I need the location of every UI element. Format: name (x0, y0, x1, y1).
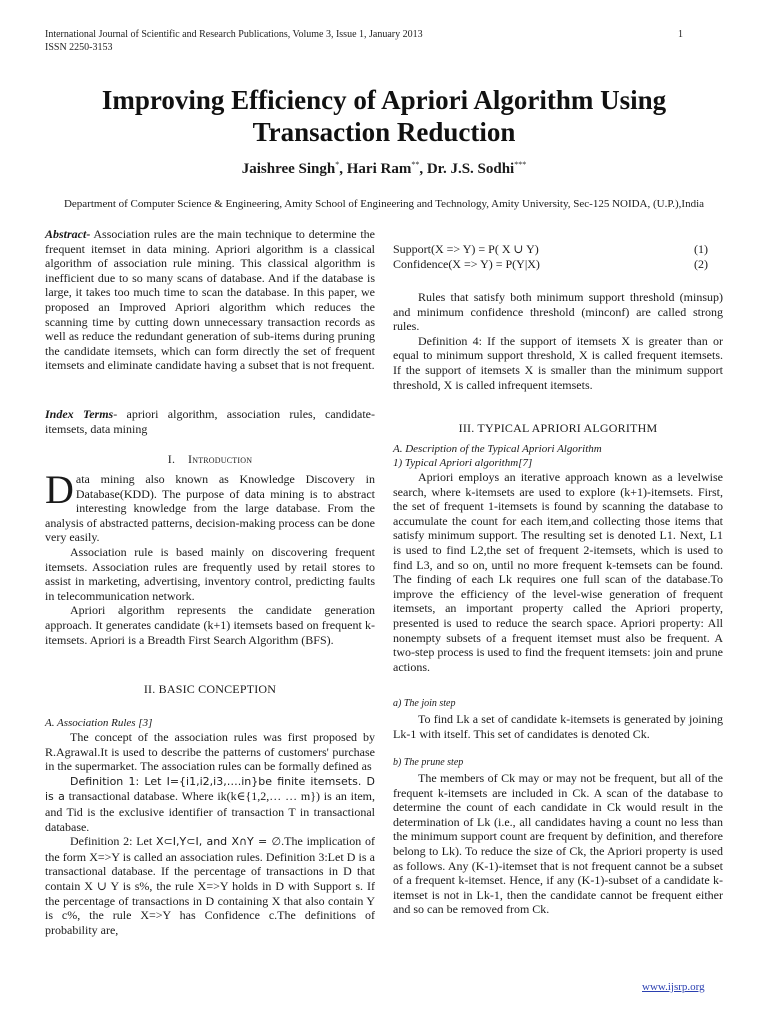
equation-2-number: (2) (694, 256, 708, 271)
strong-rules-paragraph: Rules that satisfy both minimum support threshold (minsup) and minimum confidence threshold (minconf) are called strong rules. (393, 290, 723, 334)
index-terms (45, 407, 375, 436)
equation-2 (393, 257, 708, 272)
left-column (45, 227, 375, 373)
author-mark: * (335, 160, 340, 169)
definition-4: Definition 4: If the support of itemsets X is greater than or equal to minimum support threshold, X is called frequent itemsets. If the support of itemsets X is smaller than the minimum support threshold, X is called infrequent itemsets. (393, 333, 723, 392)
abstract-label: Abstract- (45, 227, 91, 241)
intro-paragraph: Association rule is based mainly on discovering frequent itemsets. Association rules are frequently used by retail stores to assist in marketing, advertising, inventory control, predicting faults in telecommunication network. (45, 544, 375, 603)
abstract (45, 227, 375, 373)
definition-2-head: Definition 2: Let (70, 834, 157, 849)
join-step-paragraph: To find Lk a set of candidate k-itemsets is generated by joining Lk-1 with itself. This set of candidates is denoted Ck. (393, 712, 723, 741)
equation-1 (393, 242, 708, 257)
intro-paragraph: Apriori algorithm represents the candidate generation approach. It generates candidate (k+1) itemsets based on frequent k-itemsets. Apriori is a Breadth First Search Algorithm (BFS). (45, 603, 375, 647)
prune-step (393, 756, 723, 917)
intro-paragraph (45, 467, 375, 545)
prune-step-paragraph: The members of Ck may or may not be frequent, but all of the frequent k-itemsets are included in Ck. A scan of the database to determine the count of each candidate in Ck would result in the determination of Lk (i.e., all candidates having a count no less than the minimum support count are frequent by definition, and therefore belong to Lk). To reduce the size of Ck, the Apriori property is used as follows. Any (K-1)-itemset that is not frequent cannot be a subset of a frequent k-itemset. Hence, if any (K-1)-subset of a candidate k-itemset is not in Lk-1, then the candidate cannot be frequent either and so can be removed from Ck. (393, 771, 723, 917)
definition-2-text: .The implication of the form X=>Y is called an association rules. Definition 3:Let D is a transactional database. If the percentage of transactions in D that contain X ∪ Y is s%, the rule X=>Y holds in D with Support s. If the percentage of transactions in D containing X that also contain Y is c%, the rule X=>Y has Confidence c.The definitions of probability are, (45, 834, 376, 937)
subsection-heading: A. Description of the Typical Apriori Algorithm (393, 443, 602, 455)
apriori-heading: III. TYPICAL APRIORI ALGORITHM (458, 421, 658, 435)
join-step (393, 697, 723, 741)
journal-website-link[interactable]: www.ijsrp.org (642, 981, 705, 993)
drop-cap: D (45, 467, 74, 512)
equations (393, 242, 723, 271)
page-number: 1 (678, 29, 683, 40)
equation-1-text: Support(X => Y) = P( X ∪ Y) (393, 242, 539, 256)
intro-heading (45, 452, 375, 467)
definition-1-head: Definition 1: Let I={i1,i2,i3,….in}be finite itemsets. D is a (45, 774, 375, 804)
definition-1 (45, 774, 375, 834)
intro-text: ata mining also known as Knowledge Discovery in Database(KDD). The purpose of data mining is to abstract interesting knowledge from the large database. From the analysis of abstracted patterns, decision-making process can be done very easily. (45, 472, 375, 545)
author-mark: *** (514, 160, 527, 169)
join-step-heading: a) The join step (393, 698, 456, 709)
apriori-body (393, 442, 723, 674)
basic-body (45, 716, 375, 937)
author-mark: ** (411, 160, 420, 169)
equation-2-text: Confidence(X => Y) = P(Y|X) (393, 256, 540, 271)
prune-step-heading: b) The prune step (393, 757, 464, 768)
journal-line: International Journal of Scientific and Research Publications, Volume 3, Issue 1, January 2013 (45, 29, 423, 40)
basic-paragraph: The concept of the association rules was first proposed by R.Agrawal.It is used to describe the patterns of customers' purchase in the supermarket. The association rules can be formally defined as (45, 730, 375, 774)
paper-title: Improving Efficiency of Apriori Algorithm Using Transaction Reduction (101, 85, 667, 147)
equation-1-number: (1) (694, 242, 708, 256)
section-number: I. (167, 452, 176, 466)
index-terms-text: - apriori algorithm, association rules, candidate-itemsets, data mining (45, 407, 375, 436)
issn: ISSN 2250-3153 (45, 42, 113, 53)
affiliation: Department of Computer Science & Engineering, Amity School of Engineering and Technology, Amity University, Sec-125 NOIDA, (U.P.),India (63, 198, 705, 210)
basic-heading: II. BASIC CONCEPTION (143, 682, 277, 696)
definition-2-math: X⊂I,Y⊂I, and X∩Y = ∅ (156, 835, 282, 849)
intro-body (45, 467, 375, 647)
subsubsection-heading: 1) Typical Apriori algorithm[7] (393, 457, 533, 469)
typical-apriori-paragraph: Apriori employs an iterative approach known as a levelwise search, where k-itemsets are used to explore (k+1)-itemsets. First, the set of frequent 1-itemsets is found by scanning the database to accumulate the count for each item,and collecting those items that satisfy minimum support. The resulting set is denoted L1. Next, L1 is used to find L2,the set of frequent 2-itemsets, which is used to find L3, and so on, until no more frequent k-temsets can be found. The finding of each Lk requires one full scan of the database.To improve the efficiency of the level-wise generation of frequent itemsets, an important property called the Apriori property, presented is used to reduce the search space. Apriori property: All nonempty subsets of a frequent itemset must also be frequent. A two-step process is used to find the frequent itemsets: join and prune actions. (393, 470, 723, 674)
definition-2 (45, 834, 375, 937)
author-list: Jaishree Singh*, Hari Ram**, Dr. J.S. Sodhi*** (241, 160, 527, 177)
journal-header (45, 28, 423, 54)
author-name: Jaishree Singh (241, 161, 336, 177)
author-name: Dr. J.S. Sodhi (426, 161, 515, 177)
section-title: Introduction (188, 452, 253, 466)
subsection-heading: A. Association Rules [3] (45, 717, 153, 729)
author-name: Hari Ram (346, 161, 412, 177)
abstract-text: Association rules are the main technique to determine the frequent itemset in data mining. Apriori algorithm is a classical algorithm of association rule mining. This classical algorithm is inefficient due to so many scans of database. And if the database is large, it takes too much time to scan the database. In this paper, we proposed an Improved Apriori algorithm which reduces the scanning time by cutting down unnecessary transaction records as well as reduce the redundant generation of sub-items during pruning the candidate itemsets, which can form directly the set of frequent itemsets and eliminate candidate having a subset that is not frequent. (45, 227, 375, 373)
definition-1-text: transactional database. Where ik(k∈{1,2,… … m}) is an item, and Tid is the exclusive identifier of transaction T in transactional database. (45, 789, 375, 834)
index-terms-label: Index Terms (45, 407, 114, 421)
right-column-top (393, 290, 723, 392)
